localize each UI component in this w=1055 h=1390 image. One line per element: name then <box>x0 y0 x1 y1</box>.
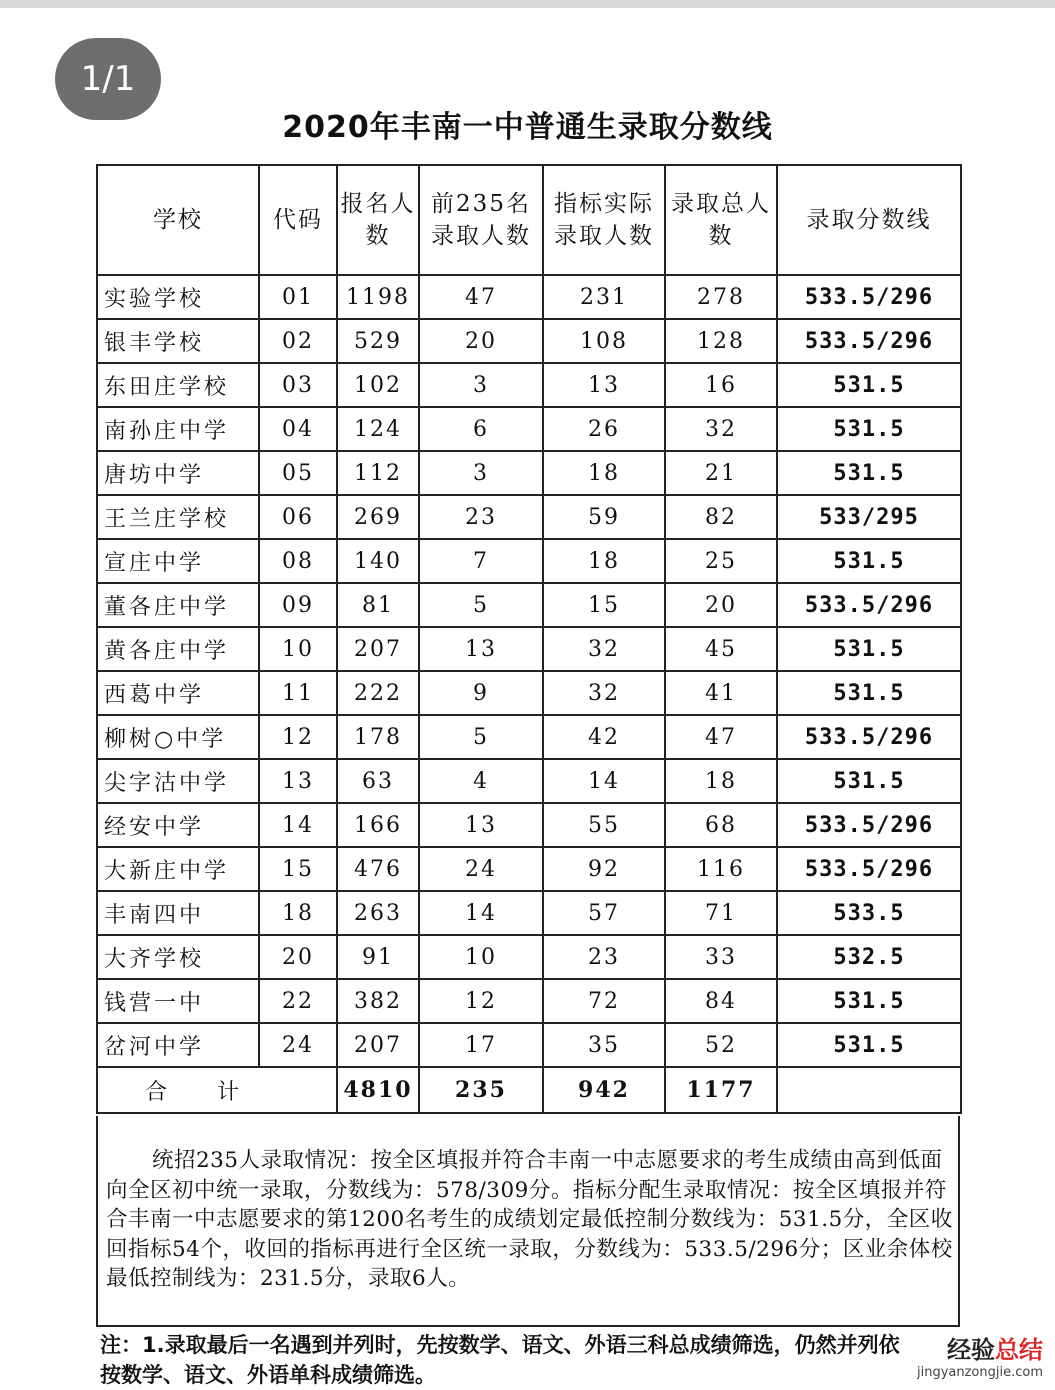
header-total: 录取总人数 <box>665 165 777 275</box>
cell-code: 10 <box>259 627 337 671</box>
cell-cutoff: 531.5 <box>777 627 961 671</box>
cell-quota: 26 <box>543 407 665 451</box>
cell-cutoff: 531.5 <box>777 979 961 1023</box>
cell-school: 大新庄中学 <box>97 847 259 891</box>
cell-quota: 18 <box>543 451 665 495</box>
cell-cutoff: 531.5 <box>777 759 961 803</box>
cell-quota: 32 <box>543 671 665 715</box>
cell-top235: 13 <box>419 627 543 671</box>
cell-cutoff: 533/295 <box>777 495 961 539</box>
cell-quota: 42 <box>543 715 665 759</box>
cell-school: 经安中学 <box>97 803 259 847</box>
cell-quota: 59 <box>543 495 665 539</box>
cell-school: 唐坊中学 <box>97 451 259 495</box>
cell-applicants: 81 <box>337 583 419 627</box>
cell-code: 04 <box>259 407 337 451</box>
cell-total: 68 <box>665 803 777 847</box>
cell-cutoff: 533.5/296 <box>777 803 961 847</box>
total-quota: 942 <box>543 1067 665 1113</box>
cell-applicants: 476 <box>337 847 419 891</box>
cell-applicants: 124 <box>337 407 419 451</box>
cell-school: 东田庄学校 <box>97 363 259 407</box>
watermark-url: jingyanzongjie.com <box>916 1365 1043 1380</box>
table-row <box>97 451 961 495</box>
cell-total: 84 <box>665 979 777 1023</box>
cell-total: 25 <box>665 539 777 583</box>
cell-total: 47 <box>665 715 777 759</box>
cell-applicants: 269 <box>337 495 419 539</box>
cell-school: 柳树○中学 <box>97 715 259 759</box>
cell-total: 278 <box>665 275 777 319</box>
table-row <box>97 671 961 715</box>
cell-top235: 4 <box>419 759 543 803</box>
cell-cutoff: 533.5/296 <box>777 319 961 363</box>
total-admitted: 1177 <box>665 1067 777 1113</box>
watermark <box>917 1330 1043 1380</box>
cell-total: 45 <box>665 627 777 671</box>
cell-code: 11 <box>259 671 337 715</box>
cell-total: 33 <box>665 935 777 979</box>
table-body <box>97 275 961 1067</box>
cell-code: 09 <box>259 583 337 627</box>
cell-total: 32 <box>665 407 777 451</box>
cell-code: 15 <box>259 847 337 891</box>
header-cutoff: 录取分数线 <box>777 165 961 275</box>
cell-code: 12 <box>259 715 337 759</box>
cell-quota: 55 <box>543 803 665 847</box>
cell-quota: 92 <box>543 847 665 891</box>
table-row <box>97 363 961 407</box>
cell-code: 03 <box>259 363 337 407</box>
header-school: 学校 <box>97 165 259 275</box>
cell-top235: 9 <box>419 671 543 715</box>
cell-cutoff: 533.5/296 <box>777 583 961 627</box>
page-title: 2020年丰南一中普通生录取分数线 <box>282 110 773 145</box>
cell-cutoff: 531.5 <box>777 407 961 451</box>
cell-applicants: 382 <box>337 979 419 1023</box>
table-row <box>97 407 961 451</box>
table-row <box>97 495 961 539</box>
cell-total: 20 <box>665 583 777 627</box>
cell-cutoff: 531.5 <box>777 671 961 715</box>
cell-school: 丰南四中 <box>97 891 259 935</box>
cell-top235: 7 <box>419 539 543 583</box>
cell-top235: 10 <box>419 935 543 979</box>
page-indicator: 1/1 <box>55 38 161 120</box>
watermark-logo-a: 经验 <box>947 1336 995 1364</box>
cell-total: 52 <box>665 1023 777 1067</box>
table-row <box>97 847 961 891</box>
cell-total: 41 <box>665 671 777 715</box>
table-total-row <box>97 1067 961 1113</box>
table-row <box>97 583 961 627</box>
cell-top235: 17 <box>419 1023 543 1067</box>
cell-school: 宣庄中学 <box>97 539 259 583</box>
cell-applicants: 112 <box>337 451 419 495</box>
cell-top235: 12 <box>419 979 543 1023</box>
cell-code: 05 <box>259 451 337 495</box>
cell-applicants: 222 <box>337 671 419 715</box>
table-row <box>97 627 961 671</box>
cell-top235: 47 <box>419 275 543 319</box>
cell-top235: 14 <box>419 891 543 935</box>
cell-quota: 14 <box>543 759 665 803</box>
total-label: 合计 <box>97 1067 337 1113</box>
cell-total: 18 <box>665 759 777 803</box>
cell-applicants: 102 <box>337 363 419 407</box>
admission-note-box <box>96 1116 960 1327</box>
cell-school: 黄各庄中学 <box>97 627 259 671</box>
cell-top235: 3 <box>419 363 543 407</box>
cell-applicants: 140 <box>337 539 419 583</box>
cell-applicants: 263 <box>337 891 419 935</box>
cell-cutoff: 533.5/296 <box>777 847 961 891</box>
cell-top235: 24 <box>419 847 543 891</box>
cell-code: 08 <box>259 539 337 583</box>
table-row <box>97 275 961 319</box>
cell-quota: 72 <box>543 979 665 1023</box>
cell-applicants: 178 <box>337 715 419 759</box>
cell-code: 20 <box>259 935 337 979</box>
cell-quota: 15 <box>543 583 665 627</box>
cell-cutoff: 531.5 <box>777 1023 961 1067</box>
cell-quota: 32 <box>543 627 665 671</box>
table-row <box>97 1023 961 1067</box>
cell-school: 尖字沽中学 <box>97 759 259 803</box>
cell-applicants: 166 <box>337 803 419 847</box>
header-code: 代码 <box>259 165 337 275</box>
total-top235: 235 <box>419 1067 543 1113</box>
cell-cutoff: 531.5 <box>777 539 961 583</box>
cell-top235: 13 <box>419 803 543 847</box>
cell-cutoff: 532.5 <box>777 935 961 979</box>
cell-quota: 231 <box>543 275 665 319</box>
cell-top235: 3 <box>419 451 543 495</box>
cell-cutoff: 533.5 <box>777 891 961 935</box>
cell-code: 14 <box>259 803 337 847</box>
cell-code: 06 <box>259 495 337 539</box>
cell-applicants: 207 <box>337 1023 419 1067</box>
cell-total: 116 <box>665 847 777 891</box>
cell-school: 西葛中学 <box>97 671 259 715</box>
cell-cutoff: 531.5 <box>777 451 961 495</box>
cell-top235: 23 <box>419 495 543 539</box>
cell-code: 24 <box>259 1023 337 1067</box>
cell-school: 岔河中学 <box>97 1023 259 1067</box>
header-top235: 前235名录取人数 <box>419 165 543 275</box>
table-header-row <box>97 165 961 275</box>
table-row <box>97 891 961 935</box>
cell-school: 实验学校 <box>97 275 259 319</box>
admission-score-table <box>96 164 962 1114</box>
total-cutoff-empty <box>777 1067 961 1113</box>
cell-school: 南孙庄中学 <box>97 407 259 451</box>
cell-code: 13 <box>259 759 337 803</box>
watermark-logo <box>917 1330 1043 1365</box>
cell-total: 128 <box>665 319 777 363</box>
cell-top235: 5 <box>419 715 543 759</box>
table-row <box>97 759 961 803</box>
header-quota: 指标实际录取人数 <box>543 165 665 275</box>
cell-total: 82 <box>665 495 777 539</box>
cell-cutoff: 531.5 <box>777 363 961 407</box>
cell-school: 银丰学校 <box>97 319 259 363</box>
total-applicants: 4810 <box>337 1067 419 1113</box>
footnote: 注：1.录取最后一名遇到并列时，先按数学、语文、外语三科总成绩筛选，仍然并列依按数学、语文、外语单科成绩筛选。 <box>100 1333 900 1387</box>
cell-school: 王兰庄学校 <box>97 495 259 539</box>
cell-cutoff: 533.5/296 <box>777 275 961 319</box>
cell-applicants: 207 <box>337 627 419 671</box>
cell-quota: 57 <box>543 891 665 935</box>
cell-applicants: 91 <box>337 935 419 979</box>
table-row <box>97 979 961 1023</box>
cell-code: 22 <box>259 979 337 1023</box>
cell-total: 16 <box>665 363 777 407</box>
cell-top235: 5 <box>419 583 543 627</box>
cell-code: 01 <box>259 275 337 319</box>
cell-quota: 35 <box>543 1023 665 1067</box>
table-row <box>97 935 961 979</box>
cell-code: 18 <box>259 891 337 935</box>
cell-school: 董各庄中学 <box>97 583 259 627</box>
table-row <box>97 715 961 759</box>
cell-quota: 13 <box>543 363 665 407</box>
header-applicants: 报名人数 <box>337 165 419 275</box>
admission-note-text: 统招235人录取情况：按全区填报并符合丰南一中志愿要求的考生成绩由高到低面向全区初中统一录取，分数线为：578/309分。指标分配生录取情况：按全区填报并符合丰南一中志愿要求的第1200名考生的成绩划定最低控制分数线为：531.5分，全区收回指标54个，收回的指标再进行全区统一录取，分数线为：533.5/296分；区业余体校最低控制线为：231.5分，录取6人。 <box>106 1148 953 1291</box>
cell-applicants: 529 <box>337 319 419 363</box>
cell-code: 02 <box>259 319 337 363</box>
cell-cutoff: 533.5/296 <box>777 715 961 759</box>
top-bar <box>0 0 1055 8</box>
cell-school: 大齐学校 <box>97 935 259 979</box>
table-row <box>97 803 961 847</box>
table-row <box>97 539 961 583</box>
cell-quota: 108 <box>543 319 665 363</box>
watermark-logo-b: 总结 <box>995 1336 1043 1364</box>
cell-total: 21 <box>665 451 777 495</box>
cell-applicants: 63 <box>337 759 419 803</box>
cell-applicants: 1198 <box>337 275 419 319</box>
table-row <box>97 319 961 363</box>
cell-school: 钱营一中 <box>97 979 259 1023</box>
cell-quota: 18 <box>543 539 665 583</box>
cell-top235: 6 <box>419 407 543 451</box>
cell-top235: 20 <box>419 319 543 363</box>
cell-total: 71 <box>665 891 777 935</box>
cell-quota: 23 <box>543 935 665 979</box>
